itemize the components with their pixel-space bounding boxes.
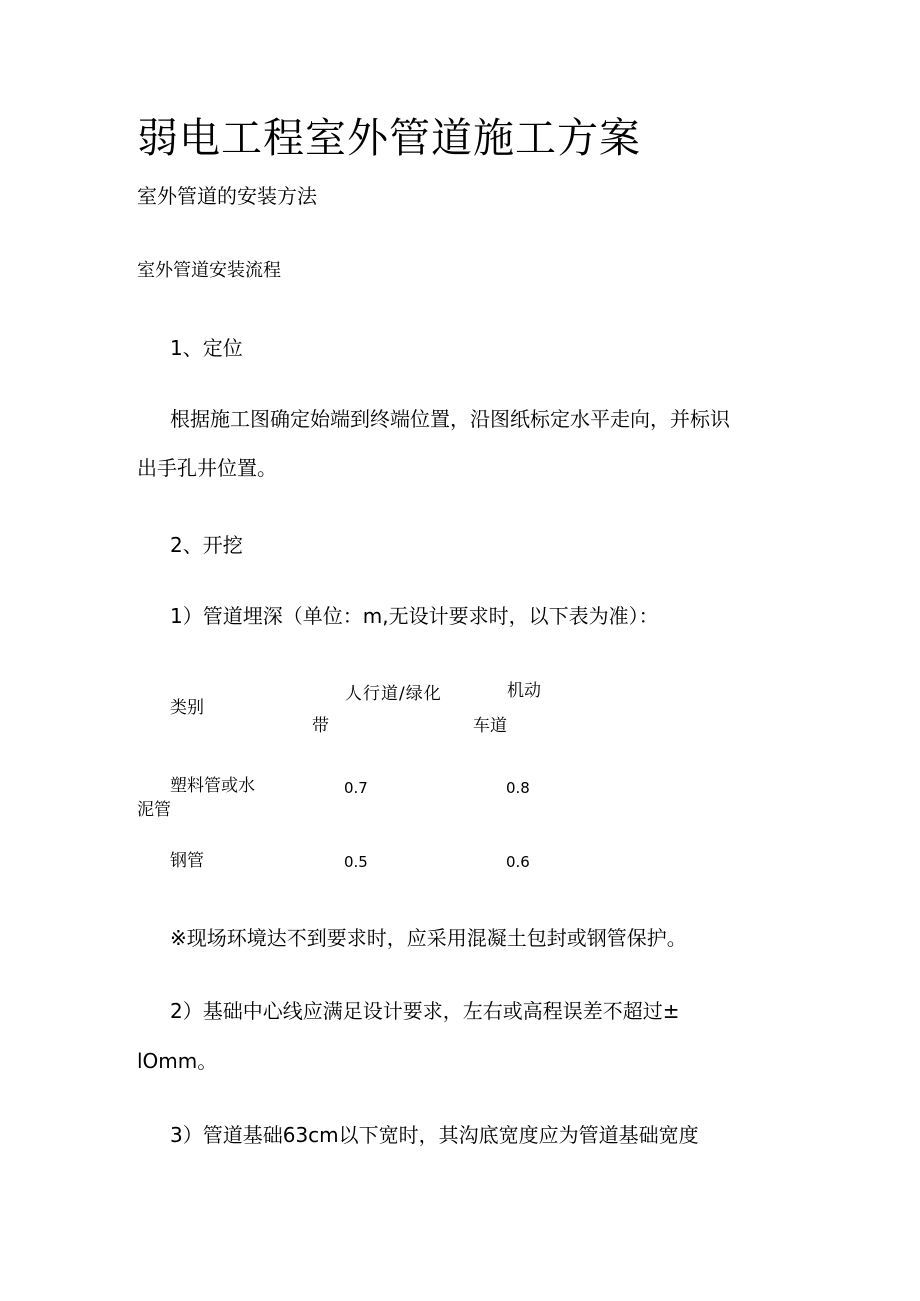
note-text: ※现场环境达不到要求时，应采用混凝土包封或钢管保护。 [170,926,687,950]
item3-text: 3）管道基础63cm以下宽时，其沟底宽度应为管道基础宽度 [170,1123,699,1147]
step1-text-line1: 根据施工图确定始端到终端位置，沿图纸标定水平走向，并标识 [170,407,730,431]
item2-text-line1: 2）基础中心线应满足设计要求，左右或高程误差不超过± [170,999,680,1023]
table-cell-name-line1: 钢管 [170,851,204,871]
section-heading: 室外管道的安装方法 [137,184,317,208]
table-header-sidewalk-line1: 人行道/绿化 [345,684,442,704]
item2-text-line2: lOmm。 [137,1049,218,1073]
table-cell-sidewalk: 0.5 [344,853,368,871]
table-cell-sidewalk: 0.7 [344,779,368,797]
step1-heading: 1、定位 [170,336,243,360]
table-cell-road: 0.8 [506,779,530,797]
table-header-category: 类别 [170,698,204,718]
step1-text-line2: 出手孔井位置。 [137,456,277,480]
table-header-road-line2: 车道 [473,716,507,736]
document-title: 弱电工程室外管道施工方案 [137,114,641,162]
item1-text: 1）管道埋深（单位：m,无设计要求时，以下表为准）： [170,604,659,628]
table-cell-road: 0.6 [506,853,530,871]
table-cell-name-line1: 塑料管或水 [170,776,255,796]
subsection-heading: 室外管道安装流程 [137,260,281,281]
step2-heading: 2、开挖 [170,533,243,557]
table-header-road-line1: 机动 [507,681,541,701]
table-header-sidewalk-line2: 带 [312,716,329,736]
table-cell-name-line2: 泥管 [137,800,171,820]
